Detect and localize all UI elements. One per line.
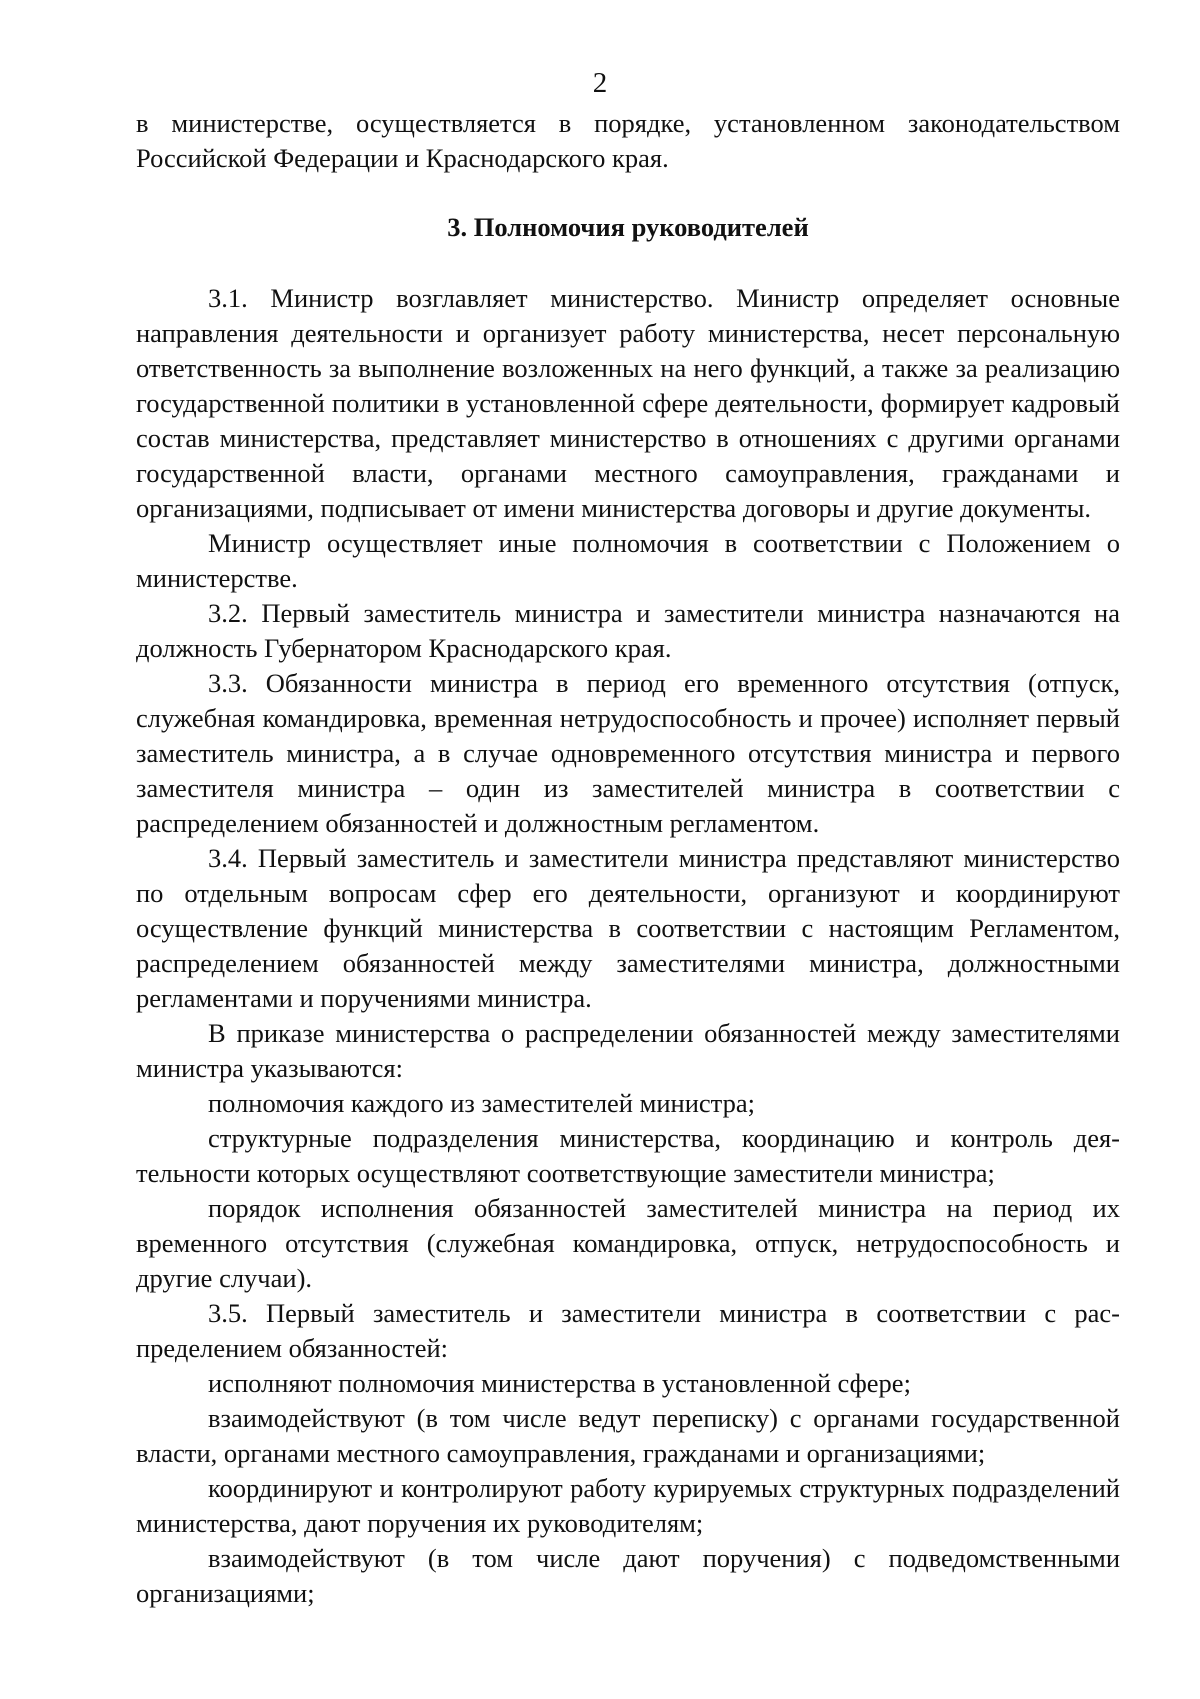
paragraph-3-1: 3.1. Министр возглавляет министерство. Министр определяет основные направления деятельности и организует работу министерства, несет персональную ответственность за выполнение возложенных на него функций, а также за реализацию государственной политики в установленной сфере деятельности, формирует кадровый состав министерства, представляет министерство в отношениях с другими органами государственной власти, органами местного самоуправления, гражданами и организациями, подписывает от имени министерства договоры и другие документы. [136, 283, 1120, 523]
list-item-structural-units: структурные подразделения министерства, координацию и контроль деятельности которых осуществляют соответствующие заместители министра; [136, 1123, 1120, 1188]
paragraph-3-2: 3.2. Первый заместитель министра и заместители министра назначаются на должность Губернатором Краснодарского края. [136, 598, 1120, 663]
list-item-interact-subordinate: взаимодействуют (в том числе дают поручения) с подведомственными организациями; [136, 1543, 1120, 1608]
paragraph-minister-other-powers: Министр осуществляет иные полномочия в соответствии с Положением о министерстве. [136, 528, 1120, 593]
list-item-powers: полномочия каждого из заместителей министра; [208, 1088, 755, 1118]
document-body [136, 106, 1120, 1611]
section-title: 3. Полномочия руководителей [447, 212, 809, 242]
paragraph-3-5: 3.5. Первый заместитель и заместители министра в соответствии с распределением обязанностей: [136, 1298, 1120, 1363]
list-item-absence-procedure: порядок исполнения обязанностей заместителей министра на период их временного отсутствия (служебная командировка, отпуск, нетрудоспособность и другие случаи). [136, 1193, 1120, 1293]
list-item-execute-powers: исполняют полномочия министерства в установленной сфере; [208, 1368, 911, 1398]
paragraph-3-3: 3.3. Обязанности министра в период его временного отсутствия (отпуск, служебная командировка, временная нетрудоспособность и прочее) исполняет первый заместитель министра, а в случае одновременного отсутствия министра и первого заместителя министра – один из заместителей министра в соответствии с распределением обязанностей и должностным регламентом. [136, 668, 1120, 838]
list-item-coordinate-units: координируют и контролируют работу курируемых структурных подразделений министерства, дают поручения их руководителям; [136, 1473, 1120, 1538]
paragraph-3-4: 3.4. Первый заместитель и заместители министра представляют министерство по отдельным вопросам сфер его деятельности, организуют и координируют осуществление функций министерства в соответствии с настоящим Регламентом, распределением обязанностей между заместителями министра, должностными регламентами и поручениями министра. [136, 843, 1120, 1013]
list-item-interact-authorities: взаимодействуют (в том числе ведут переписку) с органами государственной власти, органами местного самоуправления, гражданами и организациями; [136, 1403, 1120, 1468]
page-number: 2 [592, 67, 608, 99]
intro-paragraph: в министерстве, осуществляется в порядке, установленном законодательством Российской Федерации и Краснодарского края. [136, 108, 1120, 173]
paragraph-order-distribution: В приказе министерства о распределении обязанностей между заместителями министра указываются: [136, 1018, 1120, 1083]
